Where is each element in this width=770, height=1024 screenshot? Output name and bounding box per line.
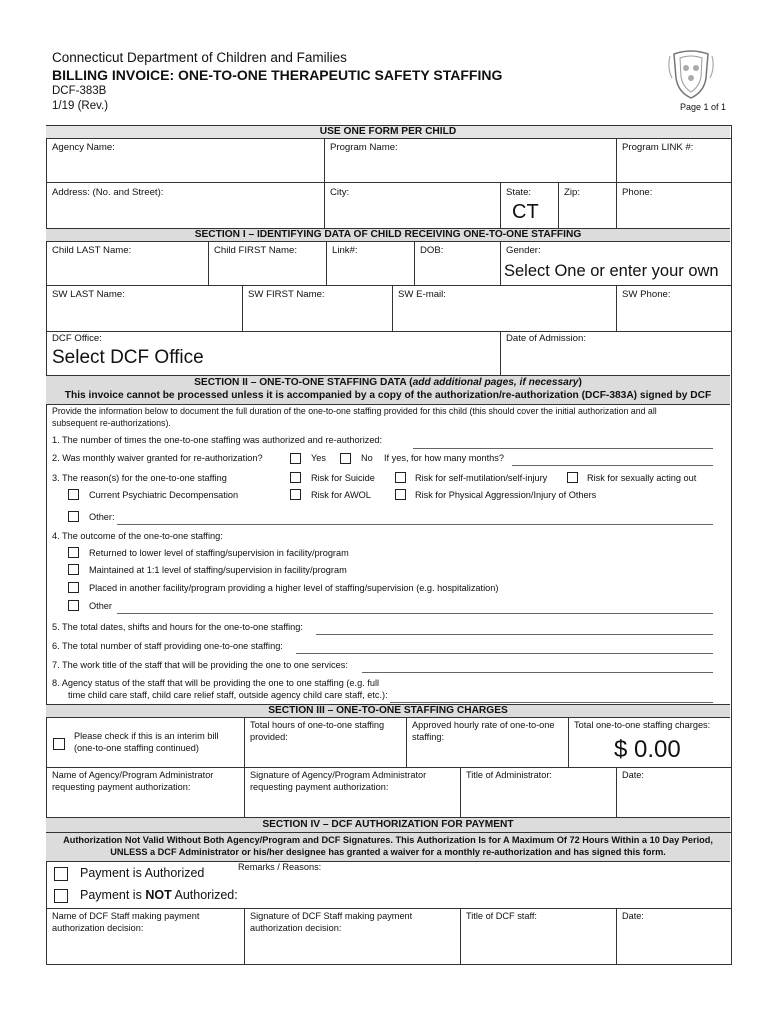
admin-name-label-cont: requesting payment authorization: (52, 782, 191, 792)
admin-date-field[interactable] (618, 782, 728, 816)
zip-label: Zip: (564, 187, 580, 198)
payment-not-authorized-checkbox[interactable] (54, 889, 68, 903)
child-last-label: Child LAST Name: (52, 245, 132, 256)
dcf-staff-name-field[interactable] (48, 935, 242, 961)
department-name: Connecticut Department of Children and Families (52, 50, 347, 65)
risk-suicide-label: Risk for Suicide (311, 473, 375, 483)
risk-suicide-checkbox[interactable] (290, 472, 301, 483)
gender-label: Gender: (506, 245, 541, 256)
dob-field[interactable] (416, 258, 498, 284)
address-label: Address: (No. and Street): (52, 187, 164, 198)
section2-intro: Provide the information below to document the full duration of the one-to-one staffing provided for this child (this should cover the initial authorization and all (52, 406, 657, 416)
total-hours-field[interactable] (246, 744, 404, 766)
state-field[interactable]: CT (512, 201, 539, 223)
agency-name-label: Agency Name: (52, 142, 115, 153)
agency-name-field[interactable] (48, 154, 322, 182)
outcome-placed-label: Placed in another facility/program providing a higher level of staffing/supervision (e.g. hospitalization) (89, 583, 499, 593)
link-label: Link#: (332, 245, 358, 256)
reason-other-checkbox[interactable] (68, 511, 79, 522)
risk-sexual-checkbox[interactable] (567, 472, 578, 483)
risk-selfmutilation-label: Risk for self-mutilation/self-injury (415, 473, 548, 483)
phone-label: Phone: (622, 187, 653, 198)
use-one-label: USE ONE FORM PER CHILD (319, 126, 457, 137)
question-8-cont: time child care staff, child care relief staff, outside agency child care staff, etc.): (68, 690, 388, 700)
dcf-date-label: Date: (622, 911, 644, 921)
risk-selfmutilation-checkbox[interactable] (395, 472, 406, 483)
waiver-months-field[interactable] (512, 465, 713, 466)
admin-signature-field[interactable] (246, 794, 458, 816)
psychiatric-decomp-label: Current Psychiatric Decompensation (89, 490, 239, 500)
outcome-placed-checkbox[interactable] (68, 582, 79, 593)
dcf-staff-signature-field[interactable] (246, 935, 458, 961)
question-3: 3. The reason(s) for the one-to-one staffing (52, 473, 227, 483)
total-hours-label: Total hours of one-to-one staffing (250, 720, 385, 730)
sw-first-label: SW FIRST Name: (248, 289, 325, 300)
dcf-date-field[interactable] (618, 923, 728, 961)
section2-notice: This invoice cannot be processed unless it is accompanied by a copy of the authorization/re-authorization (DCF-383A) signed by DCF (64, 390, 712, 401)
section2-heading: SECTION II – ONE-TO-ONE STAFFING DATA (add additional pages, if necessary) (194, 377, 582, 388)
page-number: Page 1 of 1 (680, 102, 727, 112)
remarks-label: Remarks / Reasons: (238, 862, 322, 872)
outcome-lower-checkbox[interactable] (68, 547, 79, 558)
hourly-rate-field[interactable] (408, 744, 566, 766)
child-last-field[interactable] (48, 258, 206, 284)
admin-name-label: Name of Agency/Program Administrator (52, 770, 214, 780)
section1-heading: SECTION I – IDENTIFYING DATA OF CHILD RECEIVING ONE-TO-ONE STAFFING (194, 229, 582, 240)
question-1-field[interactable] (413, 448, 713, 449)
admin-name-field[interactable] (48, 794, 242, 816)
total-charges-value: $ 0.00 (614, 736, 681, 763)
form-number: DCF-383B (52, 85, 107, 97)
waiver-no-label: No (361, 453, 373, 463)
interim-bill-label: Please check if this is an interim bill (74, 731, 219, 741)
question-7-field[interactable] (362, 672, 713, 673)
form-revision: 1/19 (Rev.) (52, 100, 109, 112)
risk-awol-checkbox[interactable] (290, 489, 301, 500)
hourly-rate-label: Approved hourly rate of one-to-one (412, 720, 555, 730)
admin-title-label: Title of Administrator: (466, 770, 552, 780)
interim-bill-checkbox[interactable] (53, 738, 65, 750)
waiver-yes-label: Yes (311, 453, 326, 463)
zip-field[interactable] (560, 200, 614, 228)
admin-date-label: Date: (622, 770, 644, 780)
question-1: 1. The number of times the one-to-one staffing was authorized and re-authorized: (52, 435, 383, 445)
state-label: State: (506, 187, 532, 198)
sw-email-label: SW E-mail: (398, 289, 446, 300)
outcome-lower-label: Returned to lower level of staffing/supervision in facility/program (89, 548, 349, 558)
reason-other-label: Other: (89, 512, 115, 522)
question-6-field[interactable] (296, 653, 713, 654)
form-title: BILLING INVOICE: ONE-TO-ONE THERAPEUTIC SAFETY STAFFING (52, 67, 503, 83)
city-label: City: (330, 187, 350, 198)
dcf-staff-title-field[interactable] (462, 923, 614, 961)
dcf-staff-signature-label: Signature of DCF Staff making payment (250, 911, 413, 921)
dcf-office-select[interactable]: Select DCF Office (52, 347, 204, 368)
section2-intro-cont: subsequent re-authorizations). (52, 418, 171, 428)
reason-other-field[interactable] (117, 524, 713, 525)
payment-authorized-label: Payment is Authorized (80, 866, 205, 880)
child-first-field[interactable] (210, 258, 324, 284)
program-name-field[interactable] (326, 154, 614, 182)
section4-notice: Authorization Not Valid Without Both Agency/Program and DCF Signatures. This Authorization Is for A Maximum Of 72 Hours Within a 10 Day Period, (63, 835, 713, 845)
outcome-maintained-checkbox[interactable] (68, 564, 79, 575)
phone-field[interactable] (618, 200, 728, 228)
dcf-staff-title-label: Title of DCF staff: (466, 911, 537, 921)
gender-select[interactable]: Select One or enter your own (504, 262, 719, 280)
child-first-label: Child FIRST Name: (214, 245, 297, 256)
outcome-maintained-label: Maintained at 1:1 level of staffing/supervision in facility/program (89, 565, 347, 575)
program-name-label: Program Name: (330, 142, 398, 153)
sw-email-field[interactable] (394, 302, 614, 330)
program-link-field[interactable] (618, 154, 728, 182)
sw-first-field[interactable] (244, 302, 390, 330)
hourly-rate-label-cont: staffing: (412, 732, 445, 742)
admin-signature-label-cont: requesting payment authorization: (250, 782, 389, 792)
section3-heading: SECTION III – ONE-TO-ONE STAFFING CHARGES (268, 705, 508, 716)
sw-last-field[interactable] (48, 302, 240, 330)
risk-awol-label: Risk for AWOL (311, 490, 371, 500)
question-4: 4. The outcome of the one-to-one staffing: (52, 531, 223, 541)
outcome-other-field[interactable] (117, 613, 713, 614)
outcome-other-checkbox[interactable] (68, 600, 79, 611)
outcome-other-label: Other (89, 601, 112, 611)
payment-authorized-checkbox[interactable] (54, 867, 68, 881)
question-7: 7. The work title of the staff that will be providing the one to one services: (52, 660, 348, 670)
admin-signature-label: Signature of Agency/Program Administrator (250, 770, 427, 780)
admin-title-field[interactable] (462, 782, 614, 816)
dcf-staff-name-label-cont: authorization decision: (52, 923, 144, 933)
risk-aggression-checkbox[interactable] (395, 489, 406, 500)
risk-aggression-label: Risk for Physical Aggression/Injury of Others (415, 490, 597, 500)
sw-phone-field[interactable] (618, 302, 728, 330)
question-8: 8. Agency status of the staff that will be providing the one to one staffing (e.g. full (52, 678, 380, 688)
program-link-label: Program LINK #: (622, 142, 694, 153)
admission-date-field[interactable] (502, 346, 728, 374)
address-field[interactable] (48, 200, 322, 228)
sw-phone-label: SW Phone: (622, 289, 671, 300)
waiver-months-label: If yes, for how many months? (384, 453, 504, 463)
total-charges-label: Total one-to-one staffing charges: (574, 720, 711, 730)
dcf-office-label: DCF Office: (52, 333, 102, 344)
sw-last-label: SW LAST Name: (52, 289, 125, 300)
waiver-no-checkbox[interactable] (340, 453, 351, 464)
total-hours-label-cont: provided: (250, 732, 288, 742)
question-6: 6. The total number of staff providing one-to-one staffing: (52, 641, 283, 651)
city-field[interactable] (326, 200, 498, 228)
question-2: 2. Was monthly waiver granted for re-authorization? (52, 453, 263, 463)
dob-label: DOB: (420, 245, 444, 256)
seal-icon (666, 48, 716, 100)
interim-bill-label-cont: (one-to-one staffing continued) (74, 743, 199, 753)
psychiatric-decomp-checkbox[interactable] (68, 489, 79, 500)
dcf-staff-signature-label-cont: authorization decision: (250, 923, 342, 933)
section4-notice-cont: UNLESS a DCF Administrator or his/her designee has granted a waiver for a monthly re-authorization and has signed this form. (110, 847, 666, 857)
dcf-staff-name-label: Name of DCF Staff making payment (52, 911, 200, 921)
risk-sexual-label: Risk for sexually acting out (587, 473, 697, 483)
admission-date-label: Date of Admission: (506, 333, 586, 344)
section4-heading: SECTION IV – DCF AUTHORIZATION FOR PAYMENT (262, 819, 514, 830)
question-8-field[interactable] (390, 702, 713, 703)
link-field[interactable] (328, 258, 412, 284)
remarks-field[interactable] (238, 874, 728, 906)
payment-not-authorized-label: Payment is NOT Authorized: (80, 888, 238, 902)
waiver-yes-checkbox[interactable] (290, 453, 301, 464)
question-5: 5. The total dates, shifts and hours for the one-to-one staffing: (52, 622, 303, 632)
question-5-field[interactable] (316, 634, 713, 635)
